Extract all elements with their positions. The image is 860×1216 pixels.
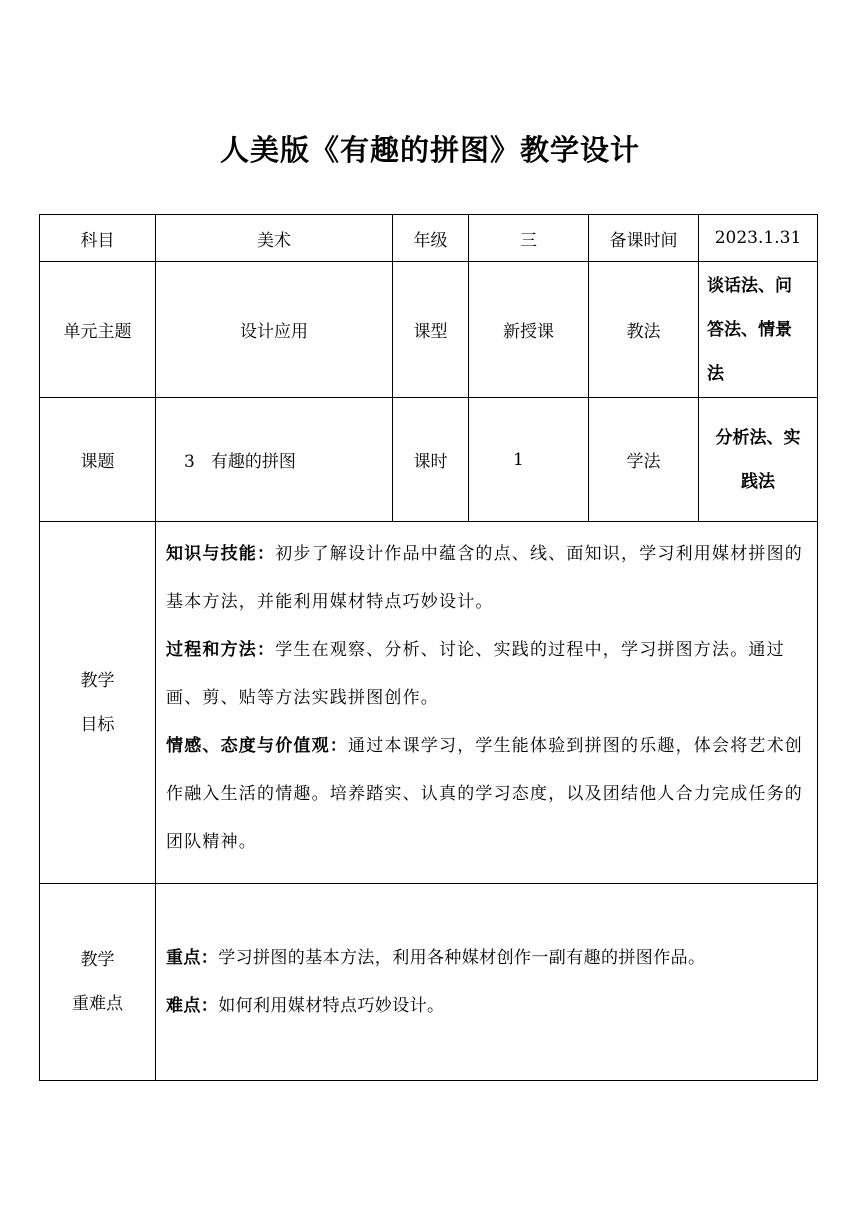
teaching-method-value — [699, 262, 818, 398]
knowledge-heading: 知识与技能： — [166, 544, 276, 564]
difficult-text: 如何利用媒材特点巧妙设计。 — [218, 996, 445, 1016]
difficult-paragraph — [166, 982, 809, 1030]
emotion-heading: 情感、态度与价值观： — [166, 736, 348, 756]
unit-label: 单元主题 — [40, 262, 156, 398]
table-row — [40, 215, 818, 262]
learning-method-line: 分析法、实 — [715, 427, 801, 448]
table-row — [40, 398, 818, 522]
teaching-method-line: 答法、情景 — [707, 319, 792, 340]
lesson-plan-table — [39, 214, 818, 1081]
goals-label: 教学 目标 — [40, 522, 156, 884]
difficult-heading: 难点： — [166, 996, 219, 1016]
teaching-method-label: 教法 — [589, 262, 699, 398]
period-label: 课时 — [393, 398, 469, 522]
key-points-label: 教学 重难点 — [40, 884, 156, 1081]
topic-label: 课题 — [40, 398, 156, 522]
emotion-text: 通过本课学习，学生能体验到拼图的乐趣，体会将艺术创作融入生活的情趣。培养踏实、认真的学习态度，以及团结他人合力完成任务的团队精神。 — [166, 736, 803, 852]
table-row — [40, 522, 818, 884]
key-text: 学习拼图的基本方法，利用各种媒材创作一副有趣的拼图作品。 — [218, 948, 706, 968]
process-heading: 过程和方法： — [166, 640, 276, 660]
knowledge-paragraph — [166, 530, 809, 626]
learning-method-value — [699, 398, 818, 522]
key-heading: 重点： — [166, 948, 219, 968]
period-value: 1 — [469, 398, 589, 522]
process-paragraph — [166, 626, 809, 722]
prep-time-label: 备课时间 — [589, 215, 699, 262]
grade-value: 三 — [469, 215, 589, 262]
grade-label: 年级 — [393, 215, 469, 262]
subject-label: 科目 — [40, 215, 156, 262]
teaching-method-line: 谈话法、问 — [707, 275, 792, 296]
table-row — [40, 262, 818, 398]
key-points-content — [156, 884, 818, 1081]
topic-name: 有趣的拼图 — [210, 452, 296, 472]
knowledge-text: 初步了解设计作品中蕴含的点、线、面知识，学习利用媒材拼图的基本方法，并能利用媒材特点巧妙设计。 — [166, 544, 804, 612]
goals-content — [156, 522, 818, 884]
subject-value: 美术 — [156, 215, 393, 262]
type-label: 课型 — [393, 262, 469, 398]
teaching-method-line: 法 — [707, 363, 724, 384]
key-paragraph — [166, 934, 809, 982]
table-row — [40, 884, 818, 1081]
type-value: 新授课 — [469, 262, 589, 398]
prep-time-value: 2023.1.31 — [699, 215, 818, 262]
learning-method-line: 践法 — [741, 471, 775, 492]
topic-number: 3 — [184, 452, 195, 472]
learning-method-label: 学法 — [589, 398, 699, 522]
unit-value: 设计应用 — [156, 262, 393, 398]
emotion-paragraph — [166, 722, 809, 866]
process-text: 学生在观察、分析、讨论、实践的过程中，学习拼图方法。通过画、剪、贴等方法实践拼图创作。 — [166, 640, 785, 708]
topic-value — [156, 398, 393, 522]
document-title: 人美版《有趣的拼图》教学设计 — [219, 133, 640, 167]
